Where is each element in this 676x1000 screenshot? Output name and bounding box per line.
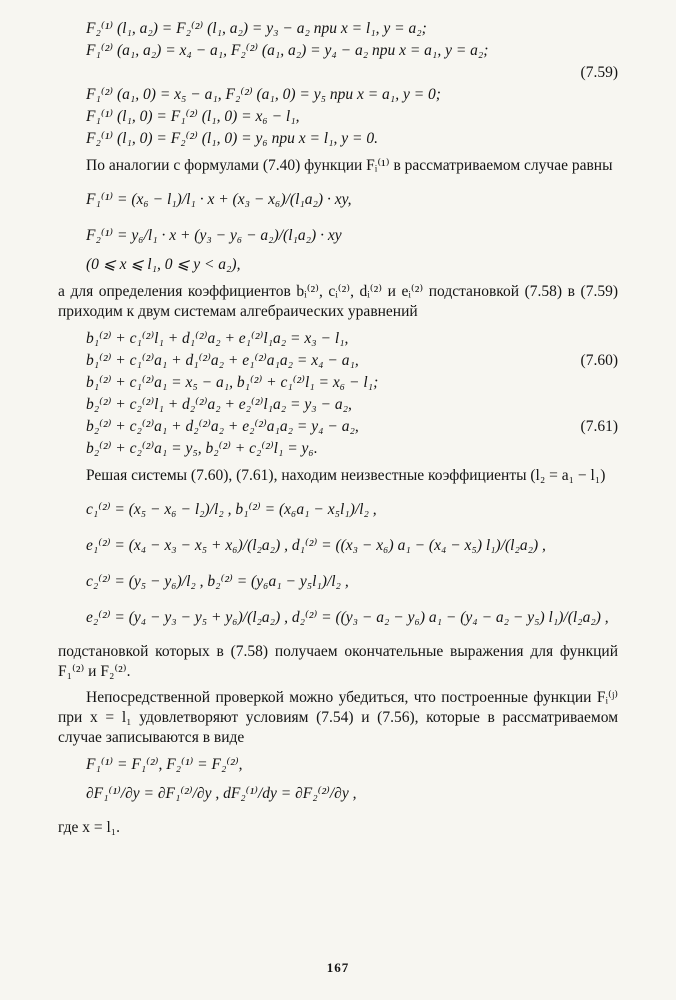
page-content [58, 18, 618, 844]
equation-line: F₁⁽²⁾ (a₁, a₂) = x₄ − a₁, F₂⁽²⁾ (a₁, a₂) = y₄ − a₂ при x = a₁, y = a₂; [86, 42, 489, 59]
equation-line: b₂⁽²⁾ + c₂⁽²⁾a₁ = y₅, b₂⁽²⁾ + c₂⁽²⁾l₁ = y₆. [86, 440, 318, 457]
equation-block-7-60 [58, 328, 618, 394]
equation-line: c₁⁽²⁾ = (x₅ − x₆ − l₂)/l₂ , b₁⁽²⁾ = (x₆a₁ − x₅l₁)/l₂ , [86, 501, 377, 518]
equation-line: b₁⁽²⁾ + c₁⁽²⁾a₁ = x₅ − a₁, b₁⁽²⁾ + c₁⁽²⁾l₁ = x₆ − l₁; [86, 374, 379, 391]
equation-block-coefficients [58, 492, 618, 636]
equation-line: b₁⁽²⁾ + c₁⁽²⁾l₁ + d₁⁽²⁾a₂ + e₁⁽²⁾l₁a₂ = x₃ − l₁, [86, 330, 349, 347]
paragraph: подстановкой которых в (7.58) получаем окончательные выражения для функций F₁⁽²⁾ и F₂⁽²⁾. [58, 643, 618, 680]
equation-block-final [58, 754, 618, 812]
equation-line: F₂⁽¹⁾ = y₆/l₁ · x + (y₃ − y₆ − a₂)/(l₁a₂) · xy [86, 227, 342, 244]
equation-block-f1 [58, 182, 618, 276]
equation-line: F₂⁽¹⁾ (l₁, 0) = F₂⁽²⁾ (l₁, 0) = y₆ при x = l₁, y = 0. [86, 130, 378, 147]
equation-line [58, 350, 618, 372]
equation-number: (7.59) [580, 64, 618, 81]
equation-line [58, 416, 618, 438]
equation-line: F₁⁽¹⁾ = (x₆ − l₁)/l₁ · x + (x₃ − x₆)/(l₁a₂) · xy, [86, 191, 352, 208]
equation-number: (7.60) [580, 352, 618, 369]
equation-line: b₂⁽²⁾ + c₂⁽²⁾l₁ + d₂⁽²⁾a₂ + e₂⁽²⁾l₁a₂ = y₃ − a₂, [86, 396, 352, 413]
paragraph: где x = l₁. [58, 819, 121, 836]
equation-line: e₂⁽²⁾ = (y₄ − y₃ − y₅ + y₆)/(l₂a₂) , d₂⁽²⁾ = ((y₃ − a₂ − y₆) a₁ − (y₄ − a₂ − y₅) l₁)/(l₂a₂) , [86, 609, 609, 626]
paragraph: Решая системы (7.60), (7.61), находим неизвестные коэффициенты (l₂ = a₁ − l₁) [86, 467, 606, 484]
page-number: 167 [326, 960, 350, 975]
equation-number: (7.61) [580, 418, 618, 435]
equation-line: (0 ⩽ x ⩽ l₁, 0 ⩽ y < a₂), [86, 256, 241, 273]
equation-block-7-59 [58, 18, 618, 150]
paragraph: а для определения коэффициентов bᵢ⁽²⁾, cᵢ⁽²⁾, dᵢ⁽²⁾ и eᵢ⁽²⁾ подстановкой (7.58) в (7.59) приходим к двум системам алгебраических уравнений [58, 283, 618, 320]
equation-line: F₁⁽¹⁾ = F₁⁽²⁾, F₂⁽¹⁾ = F₂⁽²⁾, [86, 756, 243, 773]
equation-line: e₁⁽²⁾ = (x₄ − x₃ − x₅ + x₆)/(l₂a₂) , d₁⁽²⁾ = ((x₃ − x₆) a₁ − (x₄ − x₅) l₁)/(l₂a₂) , [86, 537, 546, 554]
equation-line: ∂F₁⁽¹⁾/∂y = ∂F₁⁽²⁾/∂y , dF₂⁽¹⁾/dy = ∂F₂⁽²⁾/∂y , [86, 785, 357, 802]
equation-text: b₂⁽²⁾ + c₂⁽²⁾a₁ + d₂⁽²⁾a₂ + e₂⁽²⁾a₁a₂ = y₄ − a₂, [86, 418, 359, 435]
equation-line: F₁⁽¹⁾ (l₁, 0) = F₁⁽²⁾ (l₁, 0) = x₆ − l₁, [86, 108, 300, 125]
equation-line: F₁⁽²⁾ (a₁, 0) = x₅ − a₁, F₂⁽²⁾ (a₁, 0) = y₅ при x = a₁, y = 0; [86, 86, 441, 103]
equation-line: c₂⁽²⁾ = (y₅ − y₆)/l₂ , b₂⁽²⁾ = (y₆a₁ − y₅l₁)/l₂ , [86, 573, 349, 590]
equation-line: F₂⁽¹⁾ (l₁, a₂) = F₂⁽²⁾ (l₁, a₂) = y₃ − a₂ при x = l₁, y = a₂; [86, 20, 427, 37]
equation-text: b₁⁽²⁾ + c₁⁽²⁾a₁ + d₁⁽²⁾a₂ + e₁⁽²⁾a₁a₂ = x₄ − a₁, [86, 352, 359, 369]
paragraph: Непосредственной проверкой можно убедиться, что построенные функции Fᵢ⁽ʲ⁾ при x = l₁ удовлетворяют условиям (7.54) и (7.56), которые в рассматриваемом случае записываются в виде [58, 689, 618, 746]
paragraph: По аналогии с формулами (7.40) функции Fᵢ⁽¹⁾ в рассматриваемом случае равны [86, 157, 613, 174]
equation-block-7-61 [58, 394, 618, 460]
